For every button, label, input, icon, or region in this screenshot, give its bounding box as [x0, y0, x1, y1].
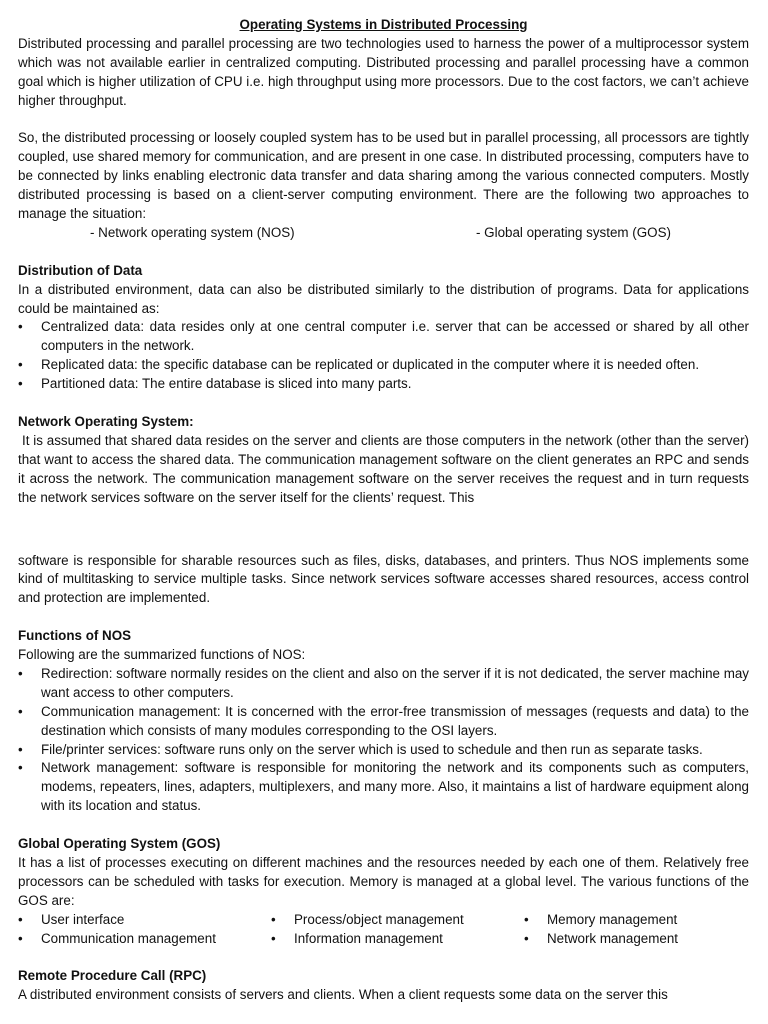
bullet-icon: •	[18, 911, 23, 927]
nos-text-1: It is assumed that shared data resides on the server and clients are those computers in the network (other than the server) that want to access the shared data. The communication management software on the client generates an RPC and sends it across the network. The communication management software on the server receives the request and in turn requests the network services software on the server itself for the clients’ request. This	[18, 432, 749, 505]
bullet-icon: •	[524, 930, 529, 946]
list-item	[18, 911, 271, 930]
list-item-text: Communication management: It is concerned with the error-free transmission of messages (requests and data) to the destination which consists of many modules corresponding to the OSI layers.	[41, 703, 749, 738]
functions-text: Following are the summarized functions of NOS:	[18, 647, 306, 663]
bullet-icon: •	[18, 703, 23, 719]
page-title: Operating Systems in Distributed Processing	[239, 17, 528, 32]
bullet-icon: •	[18, 760, 23, 776]
list-item	[271, 911, 524, 930]
list-item	[18, 741, 749, 760]
list-item	[18, 318, 749, 356]
bullet-icon: •	[524, 911, 529, 927]
list-item	[18, 703, 749, 741]
bullet-icon: •	[18, 376, 23, 392]
document-page	[18, 16, 749, 1005]
list-item	[18, 930, 271, 949]
intro-paragraph-2: So, the distributed processing or loosely coupled system has to be used but in parallel processing, all processors are tightly coupled, use shared memory for communication, and are present in one case. In distributed processing, computers have to be connected by links enabling electronic data transfer and data sharing among the various connected computers. Mostly distributed processing is based on a client-server computing environment. There are the following two approaches to manage the situation:	[18, 130, 749, 222]
list-item-text: Communication management	[41, 930, 216, 946]
list-item-text: File/printer services: software runs only on the server which is used to schedule and then run as separate tasks.	[41, 741, 703, 757]
distribution-heading: Distribution of Data	[18, 262, 143, 278]
gos-text: It has a list of processes executing on different machines and the resources needed by each one of them. Relatively free processors can be scheduled with tasks for execution. Memory is managed at a global level. The various functions of the GOS are:	[18, 854, 749, 908]
bullet-icon: •	[18, 665, 23, 681]
intro-paragraph-1: Distributed processing and parallel processing are two technologies used to harness the power of a multiprocessor system which was not available earlier in centralized computing. Distributed processing and parallel processing have a common goal which is higher utilization of CPU i.e. high throughput using more processors. Due to the cost factors, we can’t achieve higher throughput.	[18, 35, 749, 108]
gos-functions-grid	[18, 911, 749, 949]
list-item-text: User interface	[41, 911, 125, 927]
list-item-text: Replicated data: the specific database can be replicated or duplicated in the computer where it is needed often.	[41, 357, 700, 373]
list-item	[18, 375, 749, 394]
bullet-icon: •	[18, 357, 23, 373]
rpc-heading: Remote Procedure Call (RPC)	[18, 968, 207, 984]
list-item	[18, 759, 749, 816]
list-item-text: Information management	[294, 930, 443, 946]
approach-gos: - Global operating system (GOS)	[476, 224, 671, 240]
list-item-text: Network management	[547, 930, 678, 946]
list-item	[524, 930, 749, 949]
list-item-text: Centralized data: data resides only at one central computer i.e. server that can be accessed or shared by all other computers in the network.	[41, 319, 749, 354]
bullet-icon: •	[18, 319, 23, 335]
bullet-icon: •	[271, 911, 276, 927]
list-item-text: Network management: software is responsible for monitoring the network and its components such as computers, modems, repeaters, lines, adapters, multiplexers, and many more. Also, it maintains a list of hardware equipment along with its location and status.	[41, 760, 749, 814]
rpc-text: A distributed environment consists of servers and clients. When a client requests some data on the server this	[18, 987, 668, 1003]
bullet-icon: •	[271, 930, 276, 946]
list-item-text: Memory management	[547, 911, 678, 927]
list-item-text: Redirection: software normally resides on the client and also on the server if it is not dedicated, the server machine may want access to other computers.	[41, 665, 749, 700]
list-item	[18, 665, 749, 703]
list-item-text: Partitioned data: The entire database is sliced into many parts.	[41, 376, 412, 392]
distribution-text: In a distributed environment, data can also be distributed similarly to the distribution of programs. Data for applications could be maintained as:	[18, 281, 749, 316]
approach-nos: - Network operating system (NOS)	[90, 224, 295, 240]
approaches-list	[18, 224, 749, 243]
functions-list	[18, 665, 749, 816]
functions-heading: Functions of NOS	[18, 628, 132, 644]
list-item-text: Process/object management	[294, 911, 464, 927]
list-item	[524, 911, 749, 930]
bullet-icon: •	[18, 930, 23, 946]
distribution-list	[18, 318, 749, 394]
gos-heading: Global Operating System (GOS)	[18, 836, 221, 852]
nos-text-2: software is responsible for sharable resources such as files, disks, databases, and printers. Thus NOS implements some kind of multitasking to service multiple tasks. Since network services software accesses shared resources, access control and protection are implemented.	[18, 552, 749, 606]
list-item	[18, 356, 749, 375]
nos-heading: Network Operating System:	[18, 413, 194, 429]
bullet-icon: •	[18, 741, 23, 757]
list-item	[271, 930, 524, 949]
